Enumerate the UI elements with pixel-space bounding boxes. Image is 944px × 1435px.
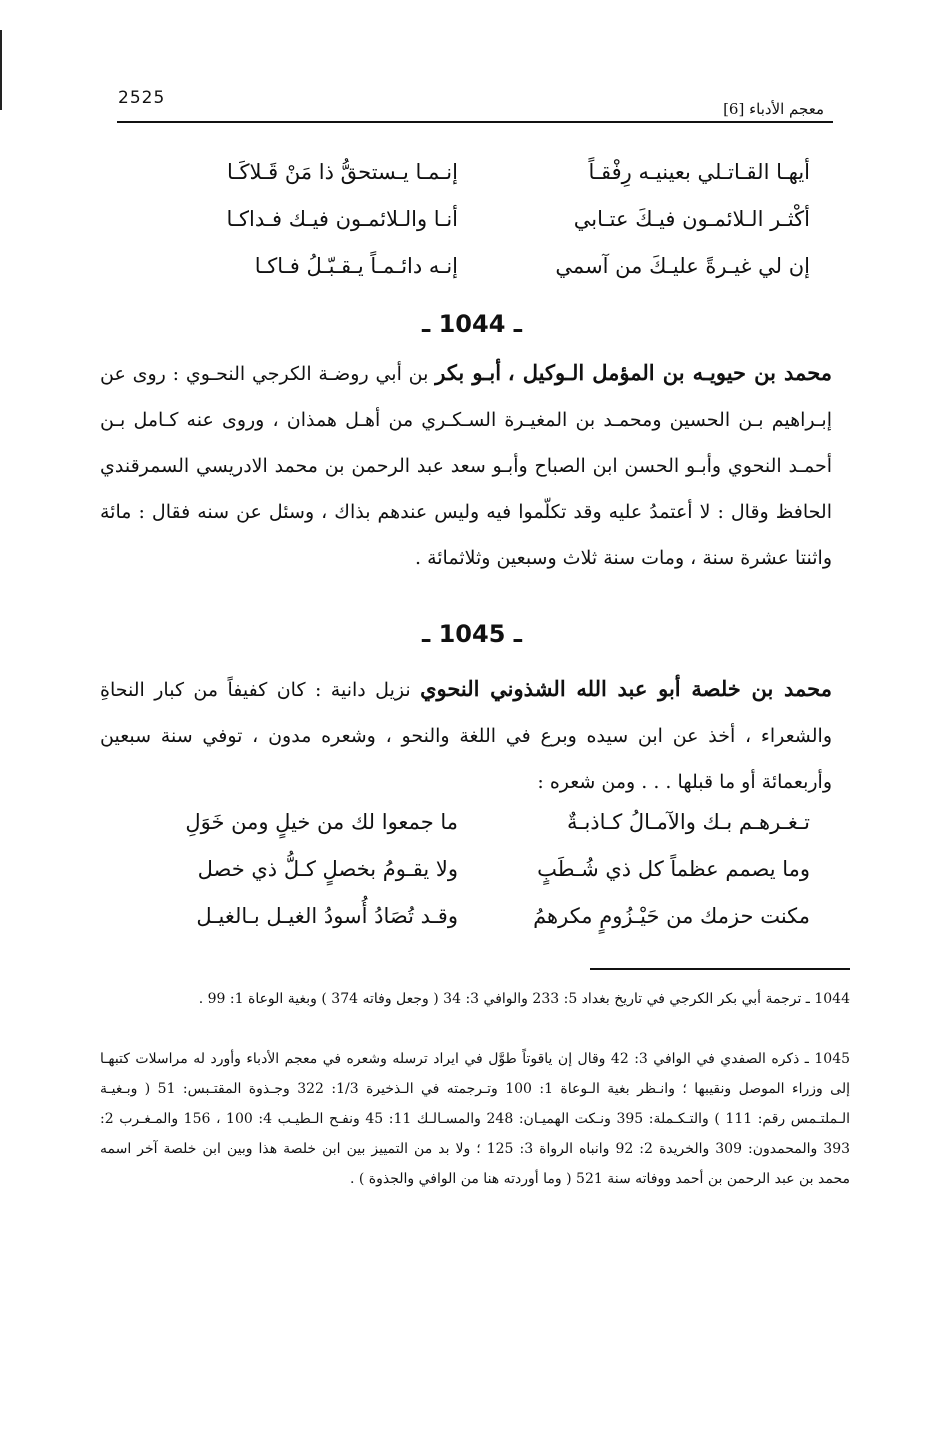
entry-1044-kunya: أبـو بكر	[435, 360, 502, 385]
verse-first-hemistich: أكْثـر الـلائمـون فيـكَ عتـابي	[573, 207, 810, 231]
entry-1044-text	[100, 350, 832, 581]
verse-second-hemistich: ولا يقـومُ بخصلٍ كـلُّ ذي خصل	[197, 857, 458, 881]
entry-1045-name: محمد بن خلصة أبو عبد الله الشذوني النحوي	[420, 676, 832, 701]
entry-1044-body: بن أبي روضـة الكرجي النحـوي : روى عن إبـراهيم بـن الحسين ومحمـد بن المغيـرة السـكـري من أهـل همذان ، وروى عنه كـامل بـن أحمـد النحوي وأبـو الحسن ابن الصباح وأبـو سعد عبد الرحمن بن محمد الادريسي السمرقندي الحافظ وقال : لا أعتمدُ عليه وقد تكلّموا فيه وليس عندهم بذاك ، وسئل عن سنه فقال : مائة واثنتا عشرة سنة ، ومات سنة ثلاث وسبعين وثلاثمائة .	[100, 363, 832, 569]
verse-line	[130, 254, 810, 300]
verse-first-hemistich: أيهـا القـاتـلي بعينيـه رِفْقـاً	[588, 160, 810, 184]
verse-second-hemistich: ما جمعوا لك من خيلٍ ومن خَوَلِ	[185, 810, 458, 834]
footnote-1044: 1044 ـ ترجمة أبي بكر الكرجي في تاريخ بغداد 5: 233 والوافي 3: 34 ( وجعل وفاته 374 ) وبغية الوعاة 1: 99 .	[198, 991, 850, 1007]
verse-first-hemistich: مكنت حزمك من حَيْـزُومٍ مكرهمُ	[533, 904, 810, 928]
verse-second-hemistich: إنـه دائـمـاً يـقـبّـلُ فـاكـا	[254, 254, 458, 278]
entry-1045-text	[100, 666, 832, 805]
page-number: 2525	[118, 88, 166, 108]
verse-second-hemistich: إنـمـا يـستحقُّ ذا مَنْ قَـلاكَـا	[226, 160, 458, 184]
verse-line	[130, 207, 810, 253]
verse-line	[130, 904, 810, 950]
footnote-1045: 1045 ـ ذكره الصفدي في الوافي 3: 42 وقال إن ياقوتاً طوَّل في ايراد ترسله وشعره في معجم الأدباء وأورد له مراسلات كتبهـا إلى وزراء الموصل ونقيبها ؛ وانـظر بغية الـوعاة 1: 100 وتـرجمته في الـذخيرة 1/3: 322 وجـذوة المقتـبس: 51 ( وبـغيـة الـملتـمس رقم: 111 ) والتـكـملة: 395 ونـكت الهميـان: 248 والمسـالـك 11: 45 ونفـح الـطيـب 4: 100 ، 156 والمـغـرب 2: 393 والمحمدون: 309 والخريدة 2: 92 وانباه الرواة 3: 125 ؛ ولا بد من التمييز بين ابن خلصة هذا وبين ابن خلصة آخر اسمه محمد بن عبد الرحمن بن أحمد ووفاته سنة 521 ( وما أوردته هنا من الوافي والجذوة ) .	[100, 1051, 851, 1187]
footnote-rule	[590, 968, 850, 970]
verse-first-hemistich: إن لي غيـرةً عليـكَ من آسمي	[555, 254, 810, 278]
entry-number-1044: ـ 1044 ـ	[422, 310, 522, 338]
header-rule	[117, 121, 833, 123]
verse-line	[130, 810, 810, 856]
verse-first-hemistich: تـغـرهـم بـك والآمـالُ كـاذبـةٌ	[567, 810, 810, 834]
entry-1044-name: محمد بن حيويـه بن المؤمل الـوكيل ،	[507, 360, 832, 385]
entry-1045-body: نزيل دانية : كان كفيفاً من كبار النحاةِ والشعراء ، أخذ عن ابن سيده وبرع في اللغة والنحو ، وشعره مدون ، توفي سنة سبعين وأربعمائة أو ما قبلها . . . ومن شعره :	[100, 679, 832, 793]
verse-line	[130, 857, 810, 903]
verse-second-hemistich: وقـد تُصَادُ أُسودُ الغيـل بـالغيـل	[196, 904, 458, 928]
running-head: معجم الأدباء [6]	[723, 100, 824, 118]
entry-number-1045: ـ 1045 ـ	[422, 620, 522, 648]
scan-edge-mark	[0, 30, 2, 110]
verse-second-hemistich: أنـا والـلائمـون فيـك فـداكـا	[226, 207, 458, 231]
verse-line	[130, 160, 810, 206]
verse-first-hemistich: وما يصمم عظماً كل ذي شُـطَبٍ	[537, 857, 810, 881]
